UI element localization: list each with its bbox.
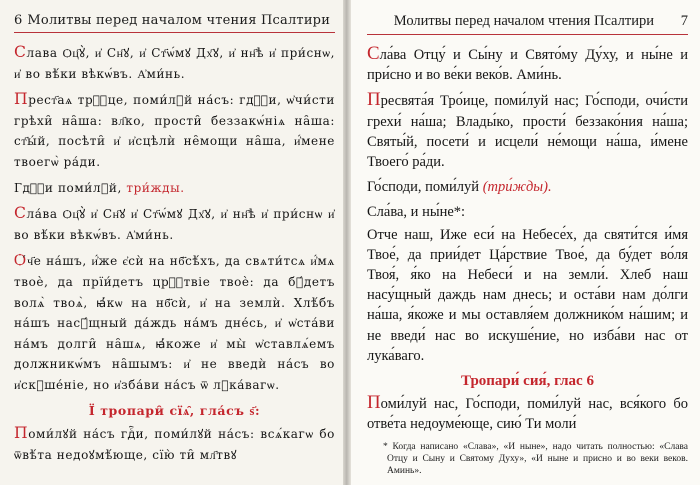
right-page-number: 7	[680, 13, 688, 29]
right-paragraph-trinity	[367, 90, 688, 172]
left-paragraph-kyrie	[14, 178, 335, 199]
left-troparia-heading: Ї тропари̑ сїѧ̑, гла́съ ѕ҃:	[88, 402, 261, 418]
rubric-thrice: три́жды.	[126, 180, 185, 195]
drop-cap: Ѻ	[14, 251, 27, 270]
book-gutter	[343, 0, 351, 485]
left-paragraph-troparion	[14, 423, 335, 465]
paragraph-text: Сла́ва, и ны́не*:	[367, 204, 466, 221]
paragraph-text: Гдⷭ҇и поми́лꙋй,	[14, 180, 127, 195]
left-page-body	[14, 42, 335, 465]
right-running-title: Молитвы перед началом чтения Псалтири	[393, 13, 654, 29]
paragraph-text: оми́луй нас, Го́споди, поми́луй нас, вся́кого бо отве́та недоуме́юще, сию́ Ти моли́	[367, 396, 688, 433]
paragraph-text: лава Ѻц҃ꙋ̀, и҆ Сн҃ꙋ, и҆ Ст҃ѡ́мꙋ Дх҃ꙋ, и҆ нн҃ѣ и҆ при́снѡ, и҆ во вѣ́ки вѣкѡ́въ. А҆ми́нь.	[14, 46, 335, 81]
right-paragraph-troparion	[367, 393, 688, 434]
paragraph-text: ла́ва Отцу́ и Сы́ну и Свято́му Ду́ху, и ны́не и при́сно и во ве́ки веко́в. Ами́нь.	[367, 47, 688, 84]
drop-cap: П	[367, 392, 381, 414]
footnote: * Когда написано «Слава», «И нынe», надо читать полностью: «Слава Отцу и Сыну и Святому Духу», «И ныне и присно и во веки веков. Аминь».	[383, 441, 688, 476]
left-page	[0, 0, 343, 485]
left-paragraph-trinity	[14, 89, 335, 172]
paragraph-text: ла́ва Ѻц҃ꙋ̀ и҆ Сн҃ꙋ и҆ Ст҃ѡ́мꙋ Дх҃ꙋ, и҆ нн҃ѣ и҆ при́снѡ и҆ во вѣ́ки вѣкѡ́въ. А҆ми́нь.	[14, 207, 335, 242]
right-running-head	[367, 13, 688, 35]
left-paragraph-gloria	[14, 42, 335, 84]
paragraph-text: Отче наш, Иже еси́ на Небесе́х, да святи́тся и́мя Твое́, да прии́дет Ца́рствие Твое́, да бу́дет во́ля Твоя́, я́ко на Небеси́ и на земли́. Хлеб наш насу́щный даждь нам днесь; и оста́ви нам до́лги на́ша, я́коже и мы оставля́ем должнико́м на́шим; и не введи́ нас во искуше́ние, но изба́ви нас от лука́ваго.	[367, 226, 688, 364]
paragraph-text: Го́споди, поми́луй	[367, 179, 483, 196]
drop-cap: П	[14, 424, 29, 443]
left-running-head	[14, 13, 335, 33]
drop-cap: С	[14, 43, 27, 61]
paragraph-text: ́ч҃е на́шъ, и҆́же є҆сѝ на нб҃сѣ́хъ, да свѧти́тсѧ и҆́мѧ твоѐ, да прїи́детъ црⷭ҇твіе твоѐ: да бꙋ́детъ волѧ̀ твоѧ̀, ꙗ҆́кѡ на нб҃сѝ, и҆ на землѝ. Хлѣ́бъ на́шъ насꙋ́щный да́ждь на́мъ дне́сь, и҆ ѡ҆ста́ви на́мъ долги̑ на̑шѧ, ꙗ҆́коже и҆ мы̀ ѡ҆ставлѧ́емъ должникѡ́мъ на̑шымъ: и҆ не введѝ на́съ во и҆скꙋше́ніе, но и҆зба́ви на́съ ѿ лꙋка́вагѡ.	[14, 254, 335, 392]
drop-cap: С	[14, 204, 27, 223]
right-paragraph-kyrie	[367, 177, 688, 197]
paragraph-text: оми́лꙋй на́съ гдⷭ҇и, поми́лꙋй на́съ: всѧ́кагѡ бо ѿвѣ́та недоꙋмѣ́юще, сїю̀ ти̑ мл҃твꙋ	[14, 427, 335, 462]
left-running-title: Молитвы перед началом чтения Псалтири	[27, 13, 331, 28]
right-troparia-heading: Тропари́ сия́, глас 6	[461, 373, 594, 390]
left-page-number: 6	[14, 13, 23, 28]
right-page	[351, 0, 700, 485]
drop-cap: П	[367, 89, 381, 111]
drop-cap: С	[367, 43, 380, 64]
left-paragraph-lords-prayer	[14, 250, 335, 395]
right-paragraph-gloria	[367, 44, 688, 85]
right-page-body	[367, 44, 688, 477]
rubric-thrice: (три́жды).	[482, 179, 552, 196]
left-paragraph-gloria-2	[14, 203, 335, 245]
paragraph-text: рест҃аѧ трⷪ҇це, поми́лꙋй на́съ: гдⷭ҇и, ѡ҆чи́сти грѣхи̑ на̑ша: вл҃ко, прости̑ беззакѡ́ніѧ на̑ша: ст҃ы́й, посѣти̑ и҆ и҆сцѣлѝ не̑мощи на̑ша, и҆́мене твоегѡ̀ ра́ди.	[14, 93, 335, 169]
right-paragraph-lords-prayer	[367, 225, 688, 366]
drop-cap: П	[14, 90, 29, 109]
right-paragraph-glory-now	[367, 202, 688, 222]
paragraph-text: ресвята́я Тро́ице, поми́луй нас; Го́споди, очи́сти грехи́ на́ша; Влады́ко, прости́ беззако́ния на́ша; Святы́й, посети́ и исцели́ не́мощи на́ша, и́мене Твоего́ ра́ди.	[367, 93, 688, 171]
